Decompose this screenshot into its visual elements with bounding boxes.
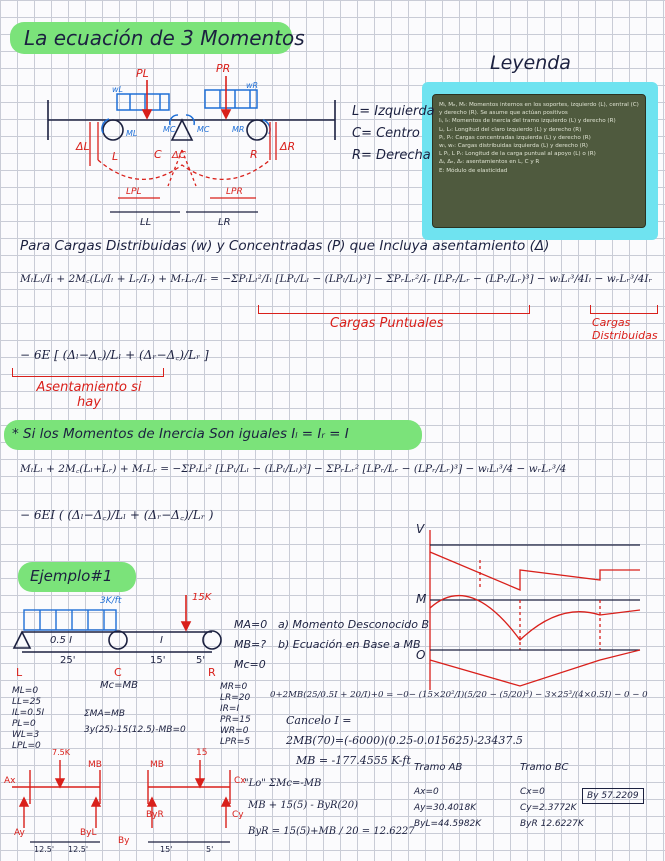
mid-column [84, 706, 186, 738]
fbd-by: By [118, 836, 130, 846]
calc-line-3: 2MB(70)=(-6000)(0.25-0.015625)-23437.5 [286, 734, 523, 747]
label-pl: PL [136, 67, 149, 80]
tramo-bc-value: Cy=2.3772K [520, 803, 577, 813]
seg1-inertia: 0.5 I [50, 635, 73, 646]
right-col-item: LPR=5 [220, 737, 250, 747]
fbd-byl: ByL [80, 828, 97, 838]
calc-line-1: 0+2MB(25/0.5I + 20/I)+0 = −0− (15×20²/I)(5/20 − (5/20)³) − 3×25³/(4×0.5I) − 0 − 0 [270, 690, 648, 700]
example-load-p: 15K [192, 592, 212, 603]
tramo-bc-value: Cx=0 [520, 787, 545, 797]
label-r: R [250, 148, 258, 161]
fbd-d2: 12.5' [68, 845, 89, 854]
condition-mc: Mc=0 [234, 658, 266, 671]
tramo-ab-value: Ay=30.4018K [414, 803, 477, 813]
tramo-bc-values [520, 784, 584, 832]
support-key-left: L= Izquierda [352, 104, 435, 119]
label-delta-c: ΔC [172, 150, 186, 161]
calc-line-4: MB = -177.4555 K-ft [296, 754, 411, 767]
section2-equation-line1: MₗLₗ + 2M꜀(Lₗ+Lᵣ) + MᵣLᵣ = −ΣPₗLₗ² [LPₗ/Lₗ − (LPₗ/Lₗ)³] − ΣPᵣLᵣ² [LPᵣ/Lᵣ − (LPᵣ/Lᵣ)³] − wₗLₗ³/4 − wᵣLᵣ³/4 [20, 463, 567, 475]
roller-support-c-icon [203, 631, 221, 649]
label-lpl: LPL [126, 187, 142, 197]
label-c: C [154, 148, 162, 161]
legend-item: Pₗ, Pᵣ: Cargas concentradas izquierda (L) y derecho (R) [439, 134, 591, 141]
roller-support-b-icon [109, 631, 127, 649]
left-col-item: LL=25 [12, 697, 42, 707]
moment-diagram [430, 596, 640, 640]
fbd-byr: ByR [146, 810, 164, 820]
label-mc-2: MC [197, 125, 210, 134]
shear-diagram [430, 552, 640, 590]
left-col-item: IL=0.5I [12, 708, 45, 718]
example-label-r: R [208, 666, 216, 679]
legend-item: wₗ, wᵣ: Cargas distribuidas izquierda (L) y derecho (R) [439, 143, 588, 150]
label-pr: PR [216, 62, 231, 75]
label-lr: LR [218, 217, 231, 228]
label-ml: ML [126, 129, 138, 138]
legend-item: E: Módulo de elasticidad [439, 167, 508, 174]
fbd-mb-2: MB [150, 760, 164, 770]
tramo-bc-value: ByR 12.6227K [520, 819, 584, 829]
fbd-d3: 15' [160, 845, 173, 854]
legend-heading: Leyenda [490, 52, 571, 74]
label-ll: LL [140, 217, 152, 228]
right-col-item: WR=0 [220, 726, 249, 736]
fbd-p15: 15 [196, 748, 208, 758]
by-box: By 57.2209 [582, 788, 644, 804]
fbd-d1: 12.5' [34, 845, 55, 854]
left-col-item: PL=0 [12, 719, 36, 729]
lo-line-1: "Lo" ΣMc=-MB [244, 778, 322, 789]
section2-heading: * Si los Momentos de Inercia Son iguales Iₗ = Iᵣ = I [12, 426, 349, 442]
label-mr: MR [232, 125, 245, 134]
left-col-item: WL=3 [12, 730, 40, 740]
support-key-center: C= Centro [352, 126, 420, 141]
legend-item: Iₗ, Iᵣ: Momentos de inercia del tramo izquierdo (L) y derecho (R) [439, 118, 616, 125]
deflection-diagram [430, 650, 640, 686]
mid-column-top: Mc=MB [100, 680, 138, 691]
asentamiento-label: Asentamiento si hay [36, 380, 142, 410]
fbd-w7: 7.5K [52, 748, 70, 757]
length-2: 15' [150, 655, 166, 666]
seg2-inertia: I [160, 635, 163, 646]
label-wl: wL [112, 85, 123, 94]
legend-item: Lₗ, Lᵣ: Longitud del claro izquierdo (L) y derecho (R) [439, 126, 582, 133]
length-3: 5' [196, 655, 206, 666]
tramo-ab: Tramo AB [414, 762, 463, 773]
fbd-cx: Cx [234, 776, 246, 786]
left-column [12, 686, 44, 752]
mid-col-item: ΣMA=MB [84, 709, 126, 719]
question-b: b) Ecuación en Base a MB [278, 638, 421, 651]
left-col-item: ML=0 [12, 686, 39, 696]
example-label-c: C [114, 666, 122, 679]
condition-mb: MB=? [234, 638, 267, 651]
byr-line: ByR = 15(5)+MB / 20 = 12.6227 [248, 826, 415, 837]
o-label: O [416, 648, 426, 662]
tramo-bc: Tramo BC [520, 762, 569, 773]
label-delta-l: ΔL [76, 140, 90, 153]
mid-col-item: 3y(25)-15(12.5)-MB=0 [84, 725, 186, 735]
label-l: L [112, 150, 119, 163]
section1-equation-line1: MₗLₗ/Iₗ + 2M꜀(Lₗ/Iₗ + Lᵣ/Iᵣ) + MᵣLᵣ/Iᵣ = −ΣPₗLₗ²/Iₗ [LPₗ/Lₗ − (LPₗ/Lₗ)³] − ΣPᵣLᵣ²/Iᵣ [LPᵣ/Lᵣ − (LPᵣ/Lᵣ)³] − wₗLₗ³/4Iₗ − wᵣLᵣ³/4Iᵣ [20, 273, 653, 285]
condition-ma: MA=0 [234, 618, 268, 631]
cargas-distribuidas-label: Cargas Distribuidas [592, 316, 658, 342]
section1-equation-line2: − 6E [ (Δₗ−Δ꜀)/Lₗ + (Δᵣ−Δ꜀)/Lᵣ ] [20, 348, 209, 362]
moment-label: M [416, 592, 427, 606]
example-load-w: 3K/ft [100, 596, 122, 606]
fbd-ay: Ay [14, 828, 25, 838]
label-lpr: LPR [226, 187, 243, 197]
page-title: La ecuación de 3 Momentos [24, 26, 305, 50]
section2-equation-line2: − 6EI ( (Δₗ−Δ꜀)/Lₗ + (Δᵣ−Δ꜀)/Lᵣ ) [20, 508, 214, 522]
example-distributed-load [24, 610, 116, 630]
tramo-ab-value: Ax=0 [414, 787, 439, 797]
lo-line-2: MB + 15(5) - ByR(20) [248, 800, 359, 811]
fbd-cy: Cy [232, 810, 244, 820]
fbd-mb-1: MB [88, 760, 102, 770]
legend-item: Δₗ, Δₑ, Δᵣ: asentamientos en L, C y R [439, 159, 540, 166]
right-col-item: PR=15 [220, 715, 251, 725]
legend-item: Mₗ, Mₑ, Mᵣ: Momentos internos en los soportes, izquierdo (L), central (C) y derecho (R). Se asume que actúan positivos [439, 102, 639, 117]
example-label-l: L [16, 666, 23, 679]
right-col-item: IR=I [220, 704, 240, 714]
calc-line-2: Cancelo I = [286, 714, 352, 727]
tramo-ab-value: ByL=44.5982K [414, 819, 482, 829]
label-delta-r: ΔR [280, 140, 296, 153]
shear-label: V [416, 522, 425, 536]
right-col-item: MR=0 [220, 682, 248, 692]
fbd-ax: Ax [4, 776, 16, 786]
tramo-ab-values [414, 784, 481, 832]
cargas-puntuales-label: Cargas Puntuales [330, 316, 444, 331]
support-key-right: R= Derecha [352, 148, 431, 163]
right-column [220, 682, 251, 748]
label-wr: wR [246, 81, 259, 90]
fbd-d4: 5' [206, 845, 214, 854]
label-mc: MC [163, 125, 176, 134]
length-1: 25' [60, 655, 76, 666]
legend-item: L Pₗ, L Pᵣ: Longitud de la carga puntual al apoyo (L) o (R) [439, 151, 596, 158]
example-heading: Ejemplo#1 [30, 567, 113, 585]
right-col-item: LR=20 [220, 693, 251, 703]
question-a: a) Momento Desconocido B [278, 618, 430, 631]
left-col-item: LPL=0 [12, 741, 41, 751]
pin-support-a-icon [14, 632, 30, 648]
section1-heading: Para Cargas Distribuidas (w) y Concentradas (P) que Incluya asentamiento (Δ) [20, 238, 550, 254]
